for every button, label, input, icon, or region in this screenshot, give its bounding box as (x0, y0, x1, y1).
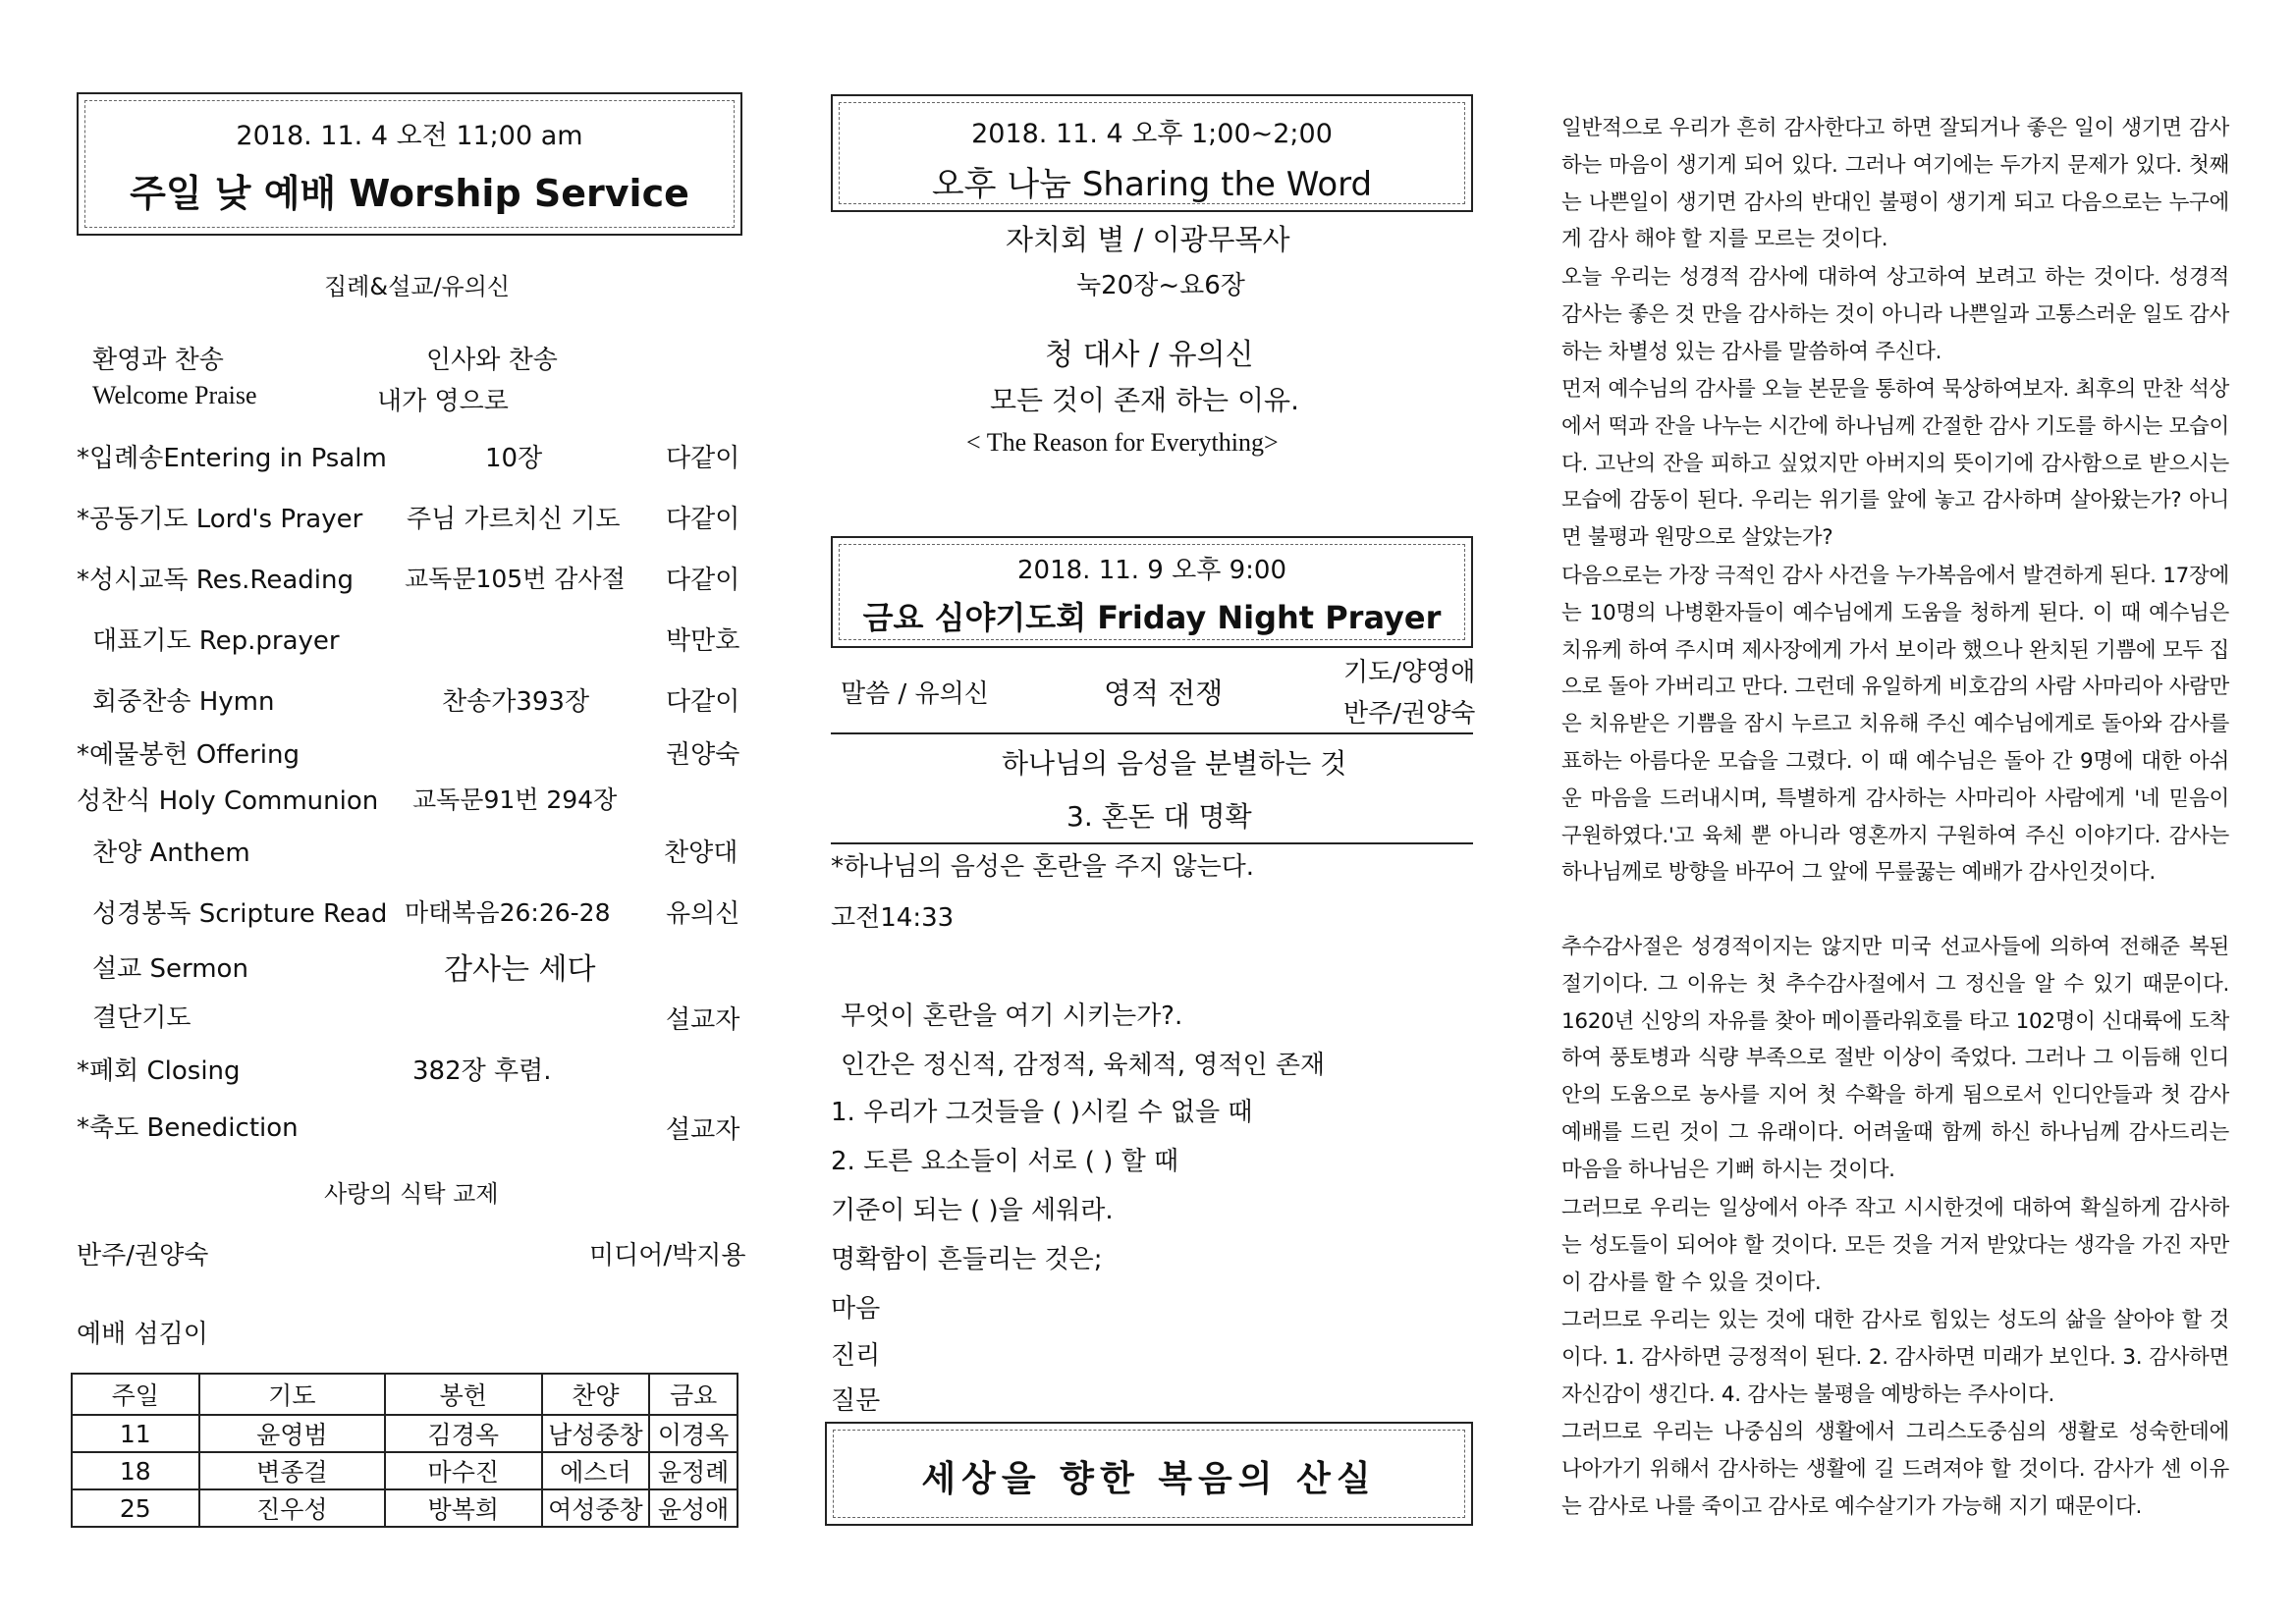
table-cell: 이경옥 (649, 1415, 738, 1452)
order-person: 다같이 (666, 505, 740, 534)
order-person: 다같이 (666, 566, 740, 595)
friday-header-box (831, 536, 1473, 648)
order-item: 결단기도 (92, 1003, 191, 1033)
order-content: 인사와 찬송 (426, 346, 558, 375)
order-item: *공동기도 Lord's Prayer (77, 505, 363, 534)
footer-title-box (825, 1422, 1473, 1526)
sharing-title: 오후 나눔 Sharing the Word (931, 165, 1373, 204)
col-header: 봉헌 (385, 1374, 542, 1415)
table-cell: 변종걸 (199, 1452, 385, 1489)
order-person: 다같이 (666, 687, 740, 717)
order-item: 설교 Sermon (92, 954, 248, 984)
friday-prayer-by: 기도/양영애 (1343, 658, 1476, 687)
sharing-date: 2018. 11. 4 오후 1;00~2;00 (971, 119, 1333, 149)
order-person: 박만호 (666, 626, 740, 656)
order-item: 성찬식 Holy Communion (77, 786, 379, 816)
sermon-paragraph: 추수감사절은 성경적이지는 않지만 미국 선교사들에 의하여 전해준 복된 절기이다. 그 이유는 첫 추수감사절에서 그 정신을 알 수 있기 때문이다. 1620년 신앙의 자유를 찾아 메이플라워호를 타고 102명이 신대륙에 도착하여 풍토병과 식량 부족으로 절반 이상이 죽었다. 그러나 그 이듬해 인디안의 도움으로 농사를 지어 첫 수확을 하게 됨으로서 인디안들과 첫 감사 예배를 드린 것이 그 유래이다. 어려울때 함께 하신 하나님께 감사드리는 마음을 하나님은 기뻐 하시는 것이다. (1561, 935, 2229, 1182)
table-cell: 남성중창 (542, 1415, 650, 1452)
divider-line (831, 732, 1473, 734)
order-item: *축도 Benediction (77, 1113, 299, 1143)
table-row (72, 1415, 738, 1452)
worship-date: 2018. 11. 4 오전 11;00 am (236, 121, 583, 151)
sermon-title: 감사는 세다 (444, 952, 596, 987)
media-label: 미디어/박지용 (589, 1241, 746, 1271)
friday-subtitle: 하나님의 음성을 분별하는 것 (1002, 747, 1347, 780)
table-cell: 진우성 (199, 1489, 385, 1527)
order-person: 다같이 (666, 444, 740, 473)
order-content: 10장 (485, 444, 543, 473)
worship-title: 주일 낮 예배 Worship Service (130, 172, 689, 215)
friday-line: 마음 (831, 1294, 881, 1324)
footer-title: 세상을 향한 복음의 산실 (921, 1459, 1377, 1499)
sermon-paragraph: 그러므로 우리는 있는 것에 대한 감사로 힘있는 성도의 삶을 살아야 할 것이다. 1. 감사하면 긍정적이 된다. 2. 감사하면 미래가 보인다. 3. 감사하면 자신감이 생긴다. 4. 감사는 불평을 예방하는 주사이다. (1561, 1308, 2229, 1407)
order-item: *성시교독 Res.Reading (77, 566, 354, 595)
order-content: 내가 영으로 (377, 387, 509, 416)
friday-line: 1. 우리가 그것들을 ( )시킬 수 없을 때 (831, 1098, 1253, 1127)
friday-line: 무엇이 혼란을 여기 시키는가?. (841, 1001, 1183, 1031)
table-cell: 윤성애 (649, 1489, 738, 1527)
table-cell: 18 (72, 1452, 199, 1489)
friday-line: 2. 도른 요소들이 서로 ( ) 할 때 (831, 1147, 1179, 1176)
accompanist-label: 반주/권양숙 (77, 1241, 209, 1271)
table-cell: 25 (72, 1489, 199, 1527)
table-row (72, 1452, 738, 1489)
sharing-topic-en: < The Reason for Everything> (966, 428, 1279, 457)
friday-accompanist: 반주/권양숙 (1343, 699, 1476, 729)
order-item: 환영과 찬송 (92, 346, 224, 375)
servers-table (71, 1373, 738, 1528)
order-person: 설교자 (666, 1115, 740, 1145)
order-item: 회중찬송 Hymn (92, 687, 275, 717)
order-person: 유의신 (666, 899, 740, 929)
order-item: 성경봉독 Scripture Read (92, 899, 388, 929)
order-person: 설교자 (666, 1005, 740, 1035)
sermon-paragraph: 오늘 우리는 성경적 감사에 대하여 상고하여 보려고 하는 것이다. 성경적 감사는 좋은 것 만을 감사하는 것이 아니라 나쁜일과 고통스러운 일도 감사하는 차별성 있는 감사를 말씀하여 주신다. (1561, 265, 2229, 364)
friday-line: *하나님의 음성은 혼란을 주지 않는다. (831, 852, 1255, 882)
servers-title: 예배 섬김이 (77, 1320, 208, 1349)
order-content: 382장 후렴. (412, 1056, 552, 1086)
table-header-row (72, 1374, 738, 1415)
friday-word-by: 말씀 / 유의신 (841, 679, 989, 709)
order-item: *입례송Entering in Psalm (77, 444, 387, 473)
officiant: 집례&설교/유의신 (324, 273, 511, 300)
col-header: 찬양 (542, 1374, 650, 1415)
sharing-header-box (831, 94, 1473, 212)
order-content: 찬송가393장 (442, 687, 590, 717)
table-cell: 11 (72, 1415, 199, 1452)
table-cell: 윤정례 (649, 1452, 738, 1489)
order-content: 마태복음26:26-28 (405, 898, 611, 927)
divider-line (831, 842, 1473, 844)
friday-title: 금요 심야기도회 Friday Night Prayer (862, 599, 1442, 636)
friday-line: 기준이 되는 ( )을 세워라. (831, 1196, 1114, 1225)
order-person: 권양숙 (666, 740, 740, 770)
friday-date: 2018. 11. 9 오후 9:00 (1017, 556, 1286, 585)
friday-line: 질문 (831, 1386, 881, 1416)
order-item: 찬양 Anthem (92, 839, 250, 868)
fellowship-label: 사랑의 식탁 교제 (324, 1180, 499, 1208)
table-row (72, 1489, 738, 1527)
table-cell: 방복희 (385, 1489, 542, 1527)
sharing-group: 자치회 별 / 이광무목사 (1006, 223, 1290, 256)
sharing-topic: 모든 것이 존재 하는 이유. (990, 384, 1299, 416)
friday-point: 3. 혼돈 대 명확 (1066, 800, 1252, 833)
col-header: 기도 (199, 1374, 385, 1415)
sermon-paragraph: 그러므로 우리는 나중심의 생활에서 그리스도중심의 생활로 성숙한데에 나아가기 위해서 감사하는 생활에 길 드려져야 할 것이다. 감사가 센 이유는 감사로 나를 죽이고 감사로 예수살기가 가능해 지기 때문이다. (1561, 1420, 2229, 1519)
sermon-paragraph: 다음으로는 가장 극적인 감사 사건을 누가복음에서 발견하게 된다. 17장에는 10명의 나병환자들이 예수님에게 도움을 청하게 된다. 이 때 예수님은 치유케 하여 주시며 제사장에게 가서 보이라 했으나 완치된 기쁨에 모두 집으로 돌아 가버리고 만다. 그런데 유일하게 비호감의 사람 사마리아 사람만은 치유받은 기쁨을 잠시 누르고 치유해 주신 예수님에게로 돌아와 감사를 표하는 아름다운 모습을 그렸다. 이 때 예수님은 돌아 간 9명에 대한 아쉬운 마음을 드러내시며, 특별하게 감사하는 사마리아 사람에게 '네 믿음이 구원하였다.'고 육체 뿐 아니라 영혼까지 구원하여 주신 이야기다. 감사는 하나님께로 방향을 바꾸어 그 앞에 무릎꿇는 예배가 감사인것이다. (1561, 564, 2229, 886)
sharing-speaker: 청 대사 / 유의신 (1045, 338, 1254, 372)
sharing-range: 눅20장~요6장 (1076, 271, 1245, 300)
table-cell: 윤영범 (199, 1415, 385, 1452)
col-header: 금요 (649, 1374, 738, 1415)
friday-theme: 영적 전쟁 (1104, 676, 1224, 710)
order-item: *예물봉헌 Offering (77, 740, 300, 770)
friday-line: 명확함이 흔들리는 것은; (831, 1245, 1103, 1274)
order-item: *폐회 Closing (77, 1056, 241, 1086)
sermon-paragraph: 그러므로 우리는 일상에서 아주 작고 시시한것에 대하여 확실하게 감사하는 성도들이 되어야 할 것이다. 모든 것을 거저 받았다는 생각을 가진 자만이 감사를 할 수 있을 것이다. (1561, 1196, 2229, 1295)
order-item: 대표기도 Rep.prayer (92, 626, 340, 656)
order-content: 주님 가르치신 기도 (407, 505, 621, 534)
friday-line: 고전14:33 (831, 903, 955, 933)
col-header: 주일 (72, 1374, 199, 1415)
table-cell: 마수진 (385, 1452, 542, 1489)
order-content: 교독문105번 감사절 (405, 565, 626, 593)
table-cell: 김경옥 (385, 1415, 542, 1452)
friday-line: 인간은 정신적, 감정적, 육체적, 영적인 존재 (841, 1051, 1326, 1080)
order-person: 찬양대 (664, 839, 738, 868)
friday-line: 진리 (831, 1341, 881, 1371)
table-cell: 에스더 (542, 1452, 650, 1489)
order-content: 교독문91번 294장 (412, 785, 618, 814)
sermon-paragraph: 먼저 예수님의 감사를 오늘 본문을 통하여 묵상하여보자. 최후의 만찬 석상에서 떡과 잔을 나누는 시간에 하나님께 간절한 감사 기도를 하시는 모습이다. 고난의 잔을 피하고 싶었지만 아버지의 뜻이기에 감사함으로 받으시는 모습에 감동이 된다. 우리는 위기를 앞에 놓고 감사하며 살아왔는가? 아니면 불평과 원망으로 살았는가? (1561, 377, 2229, 551)
worship-header-box (77, 92, 742, 236)
sermon-paragraph: 일반적으로 우리가 흔히 감사한다고 하면 잘되거나 좋은 일이 생기면 감사하는 마음이 생기게 되어 있다. 그러나 여기에는 두가지 문제가 있다. 첫째는 나쁜일이 생기면 감사의 반대인 불평이 생기게 되고 다음으로는 누구에게 감사 해야 할 지를 모르는 것이다. (1561, 116, 2229, 252)
order-item: Welcome Praise (92, 381, 257, 409)
table-cell: 여성중창 (542, 1489, 650, 1527)
